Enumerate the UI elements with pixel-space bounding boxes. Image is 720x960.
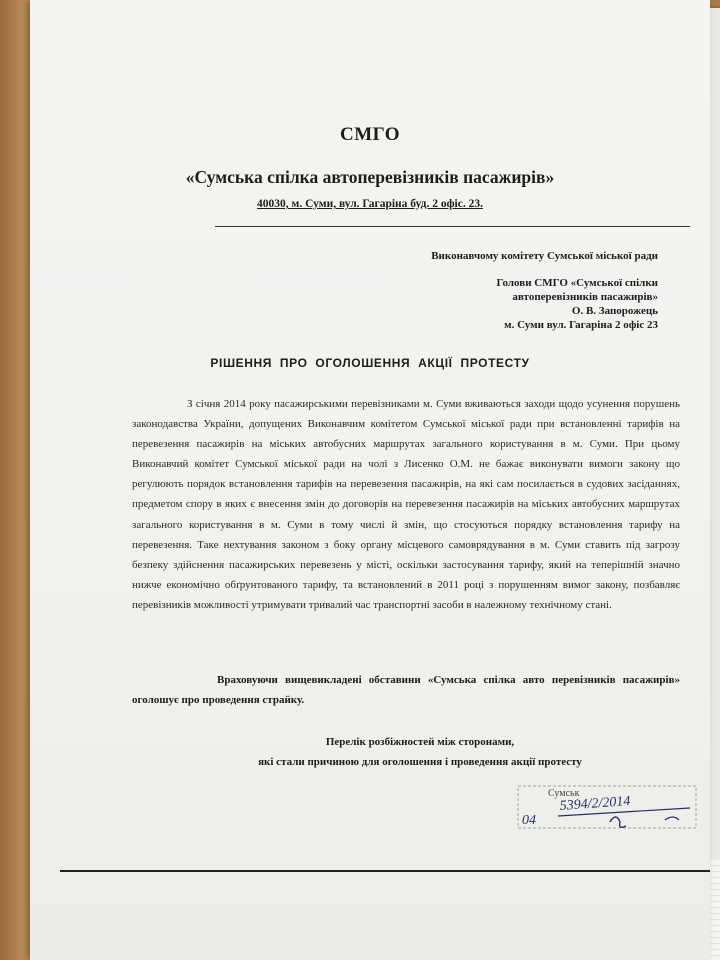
organization-address: 40030, м. Суми, вул. Гагаріна буд. 2 офіс. 23.	[257, 198, 483, 210]
organization-abbreviation: СМГО	[339, 124, 401, 145]
body-text	[132, 394, 680, 615]
document-page	[30, 0, 710, 960]
header-divider	[215, 226, 690, 227]
list-title-line-2: які стали причиною для оголошення і проведення акції протесту	[258, 756, 582, 768]
recipient-line: Виконавчому комітету Сумської міської ради	[431, 250, 658, 262]
body-paragraph: З січня 2014 року пасажирськими перевізниками м. Суми вживаються заходи щодо усунення порушень законодавства України, допущених Виконавчим комітетом Сумської міської ради при встановленні тарифів на перевезення пасажирів на міських автобусних маршрутах загального користування в м. Суми. При цьому Виконавчий комітет Сумської міської ради на чолі з Лисенко О.М. не бажає виконувати вимоги закону що регулюють порядок встановлення тарифів на перевезення пасажирів, на які сам посилається в судових засіданнях, предметом спору в яких є внесення змін до договорів на перевезення пасажирів на міських автобусних маршрутах загального користування в м. Суми в тому числі й змін, що стосуються порядку встановлення тарифу на перевезення. Таке нехтування законом з боку органу місцевого самоврядування в м. Суми ставить під загрозу безпеку здійснення пасажирських перевезень у місті, оскільки застосування тарифу, який на теперішній значно нижче економічно обґрунтованого тарифу, та встановлений в 2011 році з порушенням вимог закону, позбавляє перевізників можливості утримувати тривалий час транспортні засоби в належному технічному стані.	[132, 398, 680, 611]
sender-line-4: м. Суми вул. Гагаріна 2 офіс 23	[504, 319, 658, 331]
disagreements-list-title	[230, 732, 610, 772]
sender-line-3: О. В. Запорожець	[571, 305, 658, 317]
registration-stamp	[500, 778, 700, 838]
bottom-divider	[60, 870, 710, 872]
sender-line-1: Голови СМГО «Сумської спілки	[496, 277, 658, 289]
handwritten-scribble	[665, 817, 679, 820]
stamp-header: Сумськ	[548, 788, 580, 799]
conclusion-text: Враховуючи вищевикладені обставини «Сумська спілка авто перевізників пасажирів» оголошує про проведення страйку.	[132, 674, 680, 706]
handwritten-mark	[610, 817, 626, 827]
list-title-line-1: Перелік розбіжностей між сторонами,	[325, 736, 515, 748]
sender-line-2: автоперевізників пасажирів»	[512, 291, 658, 303]
sender-block	[496, 276, 658, 332]
organization-name: «Сумська спілка автоперевізників пасажирів»	[185, 167, 555, 187]
decision-title: РІШЕННЯ ПРО ОГОЛОШЕННЯ АКЦІЇ ПРОТЕСТУ	[210, 356, 530, 370]
stamp-number: 5394/2/2014	[559, 794, 631, 814]
stamp-subnumber: 04	[522, 813, 536, 828]
conclusion-paragraph	[132, 670, 680, 710]
